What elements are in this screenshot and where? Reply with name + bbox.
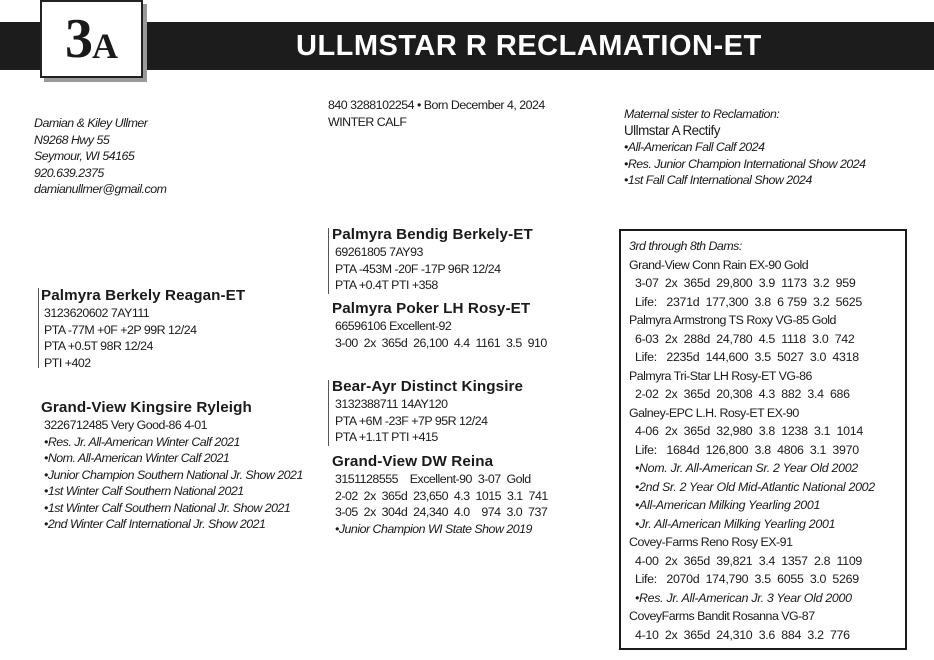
- dam-dam-award: •Junior Champion WI State Show 2019: [335, 521, 532, 536]
- maternal-sister-block: [624, 106, 866, 189]
- dam-entry-record: 4-00 2x 365d 39,821 3.4 1357 2.8 1109: [635, 553, 863, 568]
- sire-dam-block: [332, 299, 547, 351]
- dam-entry-name: Galney-EPC L.H. Rosy-ET EX-90: [629, 405, 799, 420]
- dam-entry-award: •Jr. All-American Milking Yearling 2001: [635, 516, 836, 531]
- lot-number-box: [40, 0, 143, 78]
- dam-award: •Nom. All-American Winter Calf 2021: [44, 451, 230, 465]
- pedigree-bracket-sire: [38, 288, 39, 368]
- dam-entry-record: 3-07 2x 365d 29,800 3.9 1173 3.2 959: [635, 276, 856, 290]
- dam-entry-record: 4-10 2x 365d 24,310 3.6 884 3.2 776: [635, 627, 850, 642]
- dam-entry-record: Life: 1684d 126,800 3.8 4806 3.1 3970: [635, 442, 859, 457]
- consignor-address1: N9268 Hwy 55: [34, 132, 110, 147]
- dam-award: •Res. Jr. All-American Winter Calf 2021: [44, 434, 240, 449]
- dam-entry-award: •2nd Sr. 2 Year Old Mid-Atlantic National 2002: [635, 479, 875, 494]
- animal-id-birth: 840 3288102254 • Born December 4, 2024: [328, 98, 545, 112]
- dam-line: 3226712485 Very Good-86 4-01: [44, 418, 208, 432]
- sire-dam-line: 3-00 2x 365d 26,100 4.4 1161 3.5 910: [335, 335, 547, 350]
- dam-award: •2nd Winter Calf International Jr. Show 2021: [44, 517, 266, 531]
- dam-award: •1st Winter Calf Southern National Jr. Show 2021: [44, 500, 291, 515]
- dam-entry-award: •Nom. Jr. All-American Sr. 2 Year Old 2002: [635, 461, 858, 475]
- lot-number: 3: [65, 8, 92, 70]
- sire-line: PTA -77M +0F +2P 99R 12/24: [44, 322, 197, 337]
- consignor-block: [34, 115, 166, 198]
- page-title: ULLMSTAR R RECLAMATION-ET: [296, 30, 762, 62]
- consignor-phone: 920.639.2375: [34, 165, 104, 180]
- pedigree-bracket-dam-sire: [328, 380, 329, 446]
- sire-sire-line: 69261805 7AY93: [335, 245, 423, 259]
- animal-class: WINTER CALF: [328, 114, 407, 129]
- dam-entry-record: 4-06 2x 365d 32,980 3.8 1238 3.1 1014: [635, 424, 863, 438]
- sire-sire-block: [332, 225, 533, 294]
- dam-entry-record: 6-03 2x 288d 24,780 4.5 1118 3.0 742: [635, 331, 855, 346]
- dam-dam-line: 3-05 2x 304d 24,340 4.0 974 3.0 737: [335, 505, 548, 519]
- dam-sire-name: Bear-Ayr Distinct Kingsire: [332, 378, 524, 395]
- dams-box-heading: 3rd through 8th Dams:: [629, 239, 742, 253]
- sire-sire-line: PTA -453M -20F -17P 96R 12/24: [335, 261, 501, 276]
- dam-dam-block: [332, 452, 548, 537]
- sire-dam-name: Palmyra Poker LH Rosy-ET: [332, 300, 531, 317]
- dam-sire-line: 3132388711 14AY120: [335, 397, 448, 411]
- dam-dam-line: 2-02 2x 365d 23,650 4.3 1015 3.1 741: [335, 488, 548, 503]
- dam-sire-line: PTA +6M -23F +7P 95R 12/24: [335, 413, 488, 428]
- dam-entry-name: Palmyra Armstrong TS Roxy VG-85 Gold: [629, 313, 836, 327]
- dam-entry-record: 2-02 2x 365d 20,308 4.3 882 3.4 686: [635, 387, 850, 401]
- sire-sire-name: Palmyra Bendig Berkely-ET: [332, 226, 533, 243]
- dam-award: •1st Winter Calf Southern National 2021: [44, 484, 244, 498]
- dam-entry-name: Grand-View Conn Rain EX-90 Gold: [629, 257, 809, 272]
- lot-letter: A: [92, 26, 118, 66]
- maternal-sister-intro: Maternal sister to Reclamation:: [624, 107, 780, 121]
- sire-line: PTI +402: [44, 355, 91, 370]
- dam-entry-award: •All-American Milking Yearling 2001: [635, 498, 821, 512]
- dam-dam-line: 3151128555 Excellent-90 3-07 Gold: [335, 472, 531, 486]
- dam-award: •Junior Champion Southern National Jr. Show 2021: [44, 467, 303, 482]
- dam-entry-record: Life: 2371d 177,300 3.8 6 759 3.2 5625: [635, 294, 862, 309]
- dam-sire-line: PTA +1.1T PTI +415: [335, 430, 438, 444]
- consignor-names: Damian & Kiley Ullmer: [34, 116, 148, 130]
- maternal-sister-name: Ullmstar A Rectify: [624, 122, 720, 138]
- dam-entry-name: CoveyFarms Bandit Rosanna VG-87: [629, 609, 815, 623]
- sire-dam-line: 66596106 Excellent-92: [335, 319, 452, 333]
- sire-line: PTA +0.5T 98R 12/24: [44, 339, 153, 353]
- dam-entry-record: Life: 2235d 144,600 3.5 5027 3.0 4318: [635, 350, 859, 364]
- maternal-sister-award: •All-American Fall Calf 2024: [624, 140, 765, 154]
- dam-entry-name: Covey-Farms Reno Rosy EX-91: [629, 535, 793, 549]
- sire-block: [41, 286, 245, 371]
- dam-sire-block: [332, 377, 523, 446]
- dam-entry-name: Palmyra Tri-Star LH Rosy-ET VG-86: [629, 368, 812, 383]
- dam-dam-name: Grand-View DW Reina: [332, 453, 494, 470]
- dam-block: [41, 398, 303, 533]
- dam-entry-record: Life: 2070d 174,790 3.5 6055 3.0 5269: [635, 572, 859, 586]
- pedigree-bracket-sire-sire: [328, 228, 329, 294]
- consignor-address2: Seymour, WI 54165: [34, 149, 135, 163]
- dam-entry-award: •Res. Jr. All-American Jr. 3 Year Old 2000: [635, 590, 852, 605]
- maternal-sister-award: •1st Fall Calf International Show 2024: [624, 173, 812, 187]
- sire-line: 3123620602 7AY111: [44, 306, 150, 320]
- sire-name: Palmyra Berkely Reagan-ET: [41, 287, 246, 304]
- animal-block: [328, 97, 545, 130]
- dam-name: Grand-View Kingsire Ryleigh: [41, 399, 252, 416]
- dams-box: [619, 229, 907, 650]
- consignor-email: damianullmer@gmail.com: [34, 182, 167, 196]
- sire-sire-line: PTA +0.4T PTI +358: [335, 278, 438, 292]
- maternal-sister-award: •Res. Junior Champion International Show 2024: [624, 156, 866, 171]
